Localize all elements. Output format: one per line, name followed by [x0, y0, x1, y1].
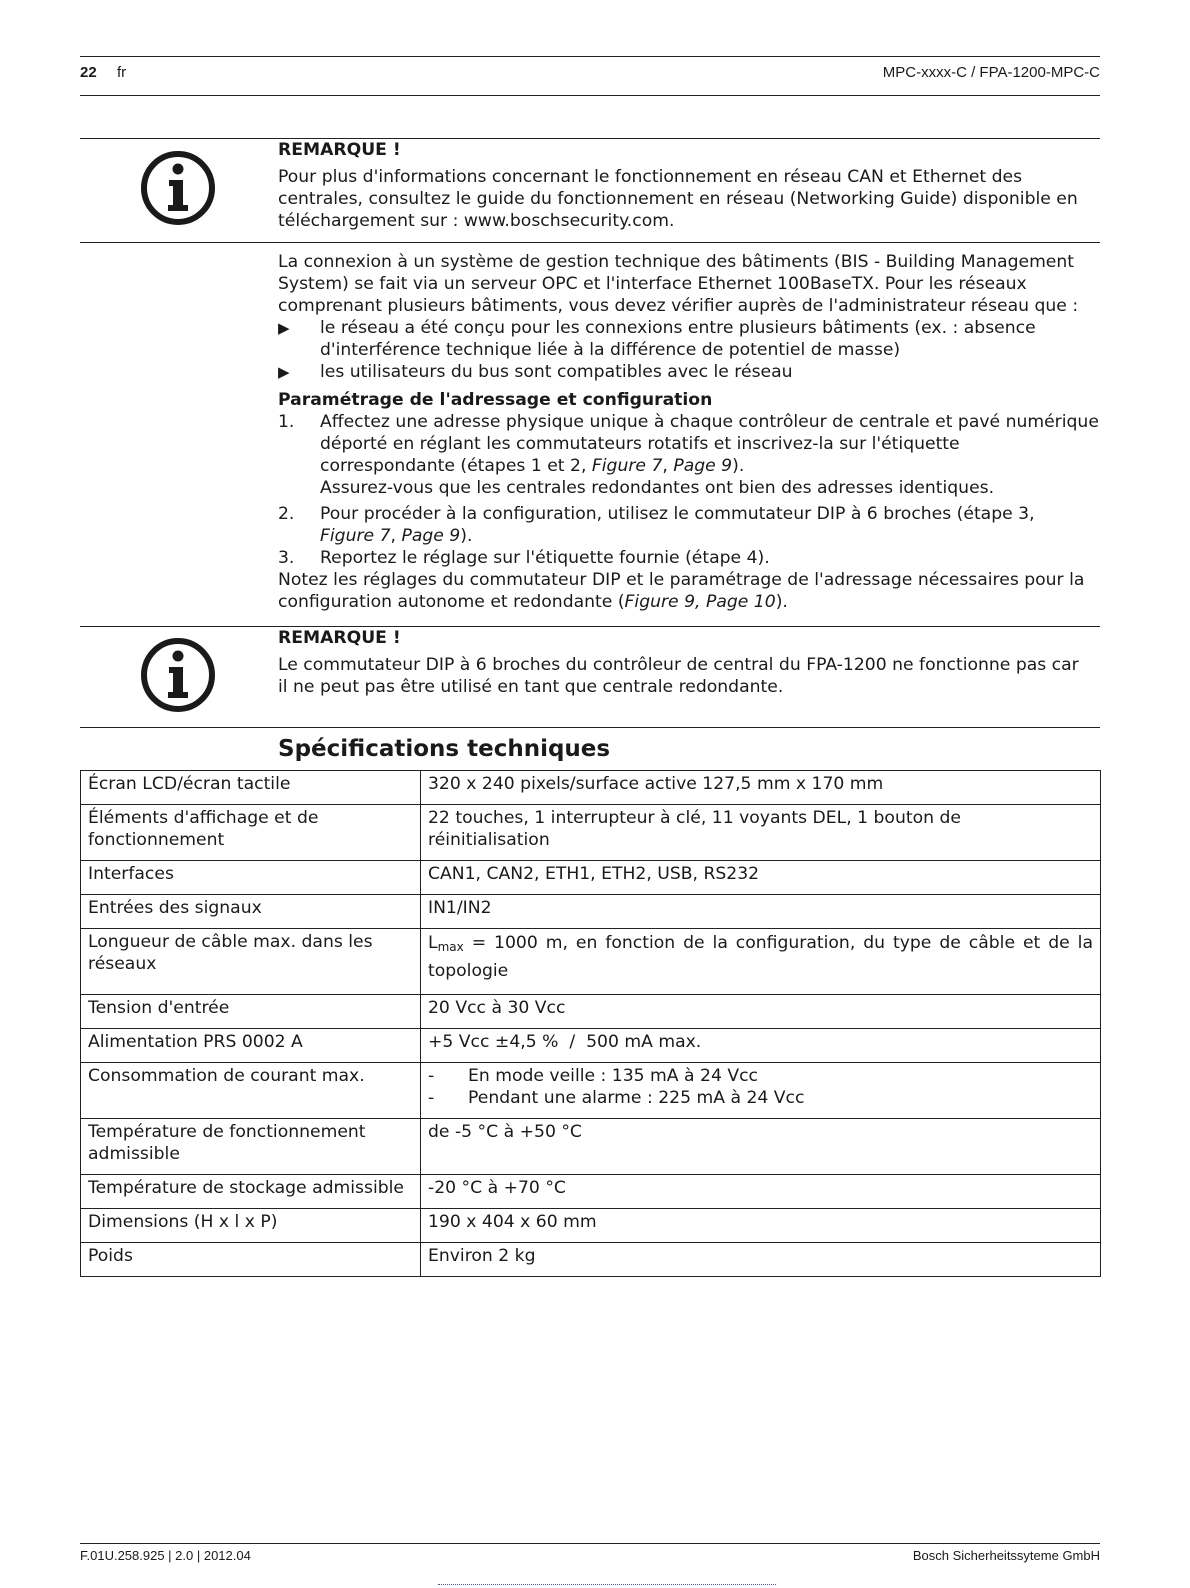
numbered-step: [278, 411, 1100, 499]
paragraph-line: comprenant plusieurs bâtiments, vous devez vérifier auprès de l'administrateur réseau que :: [278, 296, 1079, 316]
text-part: configuration autonome et redondante (: [278, 592, 625, 612]
section-heading: Paramétrage de l'adressage et configuration: [278, 390, 713, 410]
spec-key: Dimensions (H x l x P): [81, 1209, 421, 1243]
link-underline: [438, 1584, 776, 1585]
notice-text-line: Pour plus d'informations concernant le fonctionnement en réseau CAN et Ethernet des: [278, 167, 1023, 187]
step-text: Affectez une adresse physique unique à chaque contrôleur de centrale et pavé numérique: [320, 412, 1099, 432]
step-text: Reportez le réglage sur l'étiquette fournie (étape 4).: [320, 548, 770, 568]
step-text: Assurez-vous que les centrales redondantes ont bien des adresses identiques.: [320, 478, 995, 498]
company-name: Bosch Sicherheitssyteme GmbH: [912, 1548, 1100, 1563]
spec-key: Température de stockage admissible: [81, 1175, 421, 1209]
spec-value: 190 x 404 x 60 mm: [421, 1209, 1101, 1243]
bullet-arrow-icon: ▶: [278, 363, 290, 381]
spec-value: 20 Vcc à 30 Vcc: [421, 995, 1101, 1029]
specs-title: Spécifications techniques: [278, 736, 611, 762]
page-footer: [80, 1543, 1100, 1563]
table-row: [81, 1063, 1101, 1119]
symbol-subscript: max: [437, 940, 464, 954]
table-row: [81, 861, 1101, 895]
spec-value: CAN1, CAN2, ETH1, ETH2, USB, RS232: [421, 861, 1101, 895]
notice-title: REMARQUE !: [278, 140, 401, 160]
step-text: déporté en réglant les commutateurs rotatifs et inscrivez-la sur l'étiquette: [320, 434, 960, 454]
spec-key: [81, 1119, 421, 1175]
page-number: 22: [80, 64, 97, 81]
figure-reference: Figure 7: [591, 456, 663, 476]
spec-value: Environ 2 kg: [421, 1243, 1101, 1277]
step-number: 1.: [278, 412, 295, 432]
language-code: fr: [117, 64, 127, 81]
info-icon: [140, 150, 216, 226]
spec-key: [81, 929, 421, 995]
separator: ,: [390, 526, 402, 546]
figure-reference: Figure 7: [320, 526, 391, 546]
spec-key: Entrées des signaux: [81, 895, 421, 929]
table-row: [81, 805, 1101, 861]
bullet-arrow-icon: ▶: [278, 319, 290, 337]
spec-value-line: réinitialisation: [428, 830, 550, 850]
spec-key-line: Éléments d'affichage et de: [88, 808, 319, 828]
step-text: Pour procéder à la configuration, utilisez le commutateur DIP à 6 broches (étape 3,: [320, 504, 1035, 524]
spec-key: Consommation de courant max.: [81, 1063, 421, 1119]
table-row: [81, 771, 1101, 805]
document-title: MPC-xxxx-C / FPA-1200-MPC-C: [882, 64, 1100, 81]
table-row: [81, 1119, 1101, 1175]
step-text-part: correspondante (étapes 1 et 2,: [320, 456, 592, 476]
spec-value: [421, 929, 1101, 995]
bullet-item: [278, 317, 1100, 361]
table-row: [81, 895, 1101, 929]
table-row: [81, 995, 1101, 1029]
dash-marker: -: [428, 1066, 435, 1086]
notice-text-line: téléchargement sur : www.boschsecurity.com.: [278, 211, 675, 231]
spec-value: +5 Vcc ±4,5 % / 500 mA max.: [421, 1029, 1101, 1063]
separator: ,: [662, 456, 674, 476]
page-header: [80, 56, 1100, 96]
spec-value: IN1/IN2: [421, 895, 1101, 929]
step-number: 3.: [278, 548, 295, 568]
table-row: [81, 1175, 1101, 1209]
text-part: ).: [775, 592, 788, 612]
spec-key: Écran LCD/écran tactile: [81, 771, 421, 805]
document-reference: F.01U.258.925 | 2.0 | 2012.04: [80, 1548, 251, 1563]
bullet-text: les utilisateurs du bus sont compatibles avec le réseau: [320, 362, 793, 382]
bullet-text: d'interférence technique liée à la différence de potentiel de masse): [320, 340, 901, 360]
spec-key: Alimentation PRS 0002 A: [81, 1029, 421, 1063]
bullet-text: le réseau a été conçu pour les connexions entre plusieurs bâtiments (ex. : absence: [320, 318, 1036, 338]
dash-marker: -: [428, 1088, 435, 1108]
spec-key-line: Température de fonctionnement: [88, 1122, 366, 1142]
dash-item: [428, 1065, 1093, 1087]
spec-key: Interfaces: [81, 861, 421, 895]
step-text: [320, 525, 1100, 547]
numbered-step: [278, 547, 1100, 569]
spec-key-line: admissible: [88, 1144, 180, 1164]
spec-value: 320 x 240 pixels/surface active 127,5 mm x 170 mm: [421, 771, 1101, 805]
spec-key-line: fonctionnement: [88, 830, 225, 850]
divider: [80, 242, 1100, 243]
page-reference: Page 9: [673, 456, 733, 476]
table-row: [81, 1029, 1101, 1063]
step-text-part: ).: [732, 456, 745, 476]
dash-text: En mode veille : 135 mA à 24 Vcc: [468, 1066, 759, 1086]
spec-key: Poids: [81, 1243, 421, 1277]
paragraph-line: Notez les réglages du commutateur DIP et le paramétrage de l'adressage nécessaires pour la: [278, 570, 1085, 590]
spec-value: [421, 805, 1101, 861]
spec-value: de -5 °C à +50 °C: [421, 1119, 1101, 1175]
step-number: 2.: [278, 504, 295, 524]
table-row: [81, 1209, 1101, 1243]
spec-key-line: réseaux: [88, 954, 157, 974]
spec-value-line: 22 touches, 1 interrupteur à clé, 11 voyants DEL, 1 bouton de: [428, 808, 961, 828]
body-text: [278, 251, 1100, 613]
notice-1: [278, 139, 1100, 232]
info-icon: [140, 637, 216, 713]
spec-value-text: = 1000 m, en fonction de la configuration, du type de câble et de la: [463, 933, 1093, 953]
table-row: [81, 1243, 1101, 1277]
step-text-part: ).: [460, 526, 473, 546]
spec-key: [81, 805, 421, 861]
notice-title: REMARQUE !: [278, 628, 401, 648]
paragraph-line: System) se fait via un serveur OPC et l'interface Ethernet 100BaseTX. Pour les réseaux: [278, 274, 1027, 294]
table-row: [81, 929, 1101, 995]
spec-value: -20 °C à +70 °C: [421, 1175, 1101, 1209]
symbol-l: L: [428, 933, 438, 953]
spec-key: Tension d'entrée: [81, 995, 421, 1029]
bullet-item: [278, 361, 1100, 383]
notice-text-line: il ne peut pas être utilisé en tant que centrale redondante.: [278, 677, 784, 697]
notice-text-line: Le commutateur DIP à 6 broches du contrôleur de central du FPA-1200 ne fonctionne pas car: [278, 655, 1079, 675]
figure-reference: Figure 9, Page 10: [624, 592, 776, 612]
spec-value-line: [428, 929, 1093, 957]
paragraph-line: La connexion à un système de gestion technique des bâtiments (BIS - Building Management: [278, 252, 1075, 272]
page-reference: Page 9: [401, 526, 461, 546]
notice-text-line: centrales, consultez le guide du fonctionnement en réseau (Networking Guide) disponible en: [278, 189, 1078, 209]
spec-value: [421, 1063, 1101, 1119]
notice-2: [278, 627, 1100, 698]
specs-table: [80, 770, 1101, 1277]
paragraph-line: [278, 591, 1100, 613]
spec-key-line: Longueur de câble max. dans les: [88, 932, 373, 952]
dash-text: Pendant une alarme : 225 mA à 24 Vcc: [468, 1088, 805, 1108]
step-text: [320, 455, 1100, 477]
divider: [80, 727, 1100, 728]
dash-item: [428, 1087, 1093, 1109]
spec-value-line: topologie: [428, 961, 509, 981]
numbered-step: [278, 503, 1100, 547]
